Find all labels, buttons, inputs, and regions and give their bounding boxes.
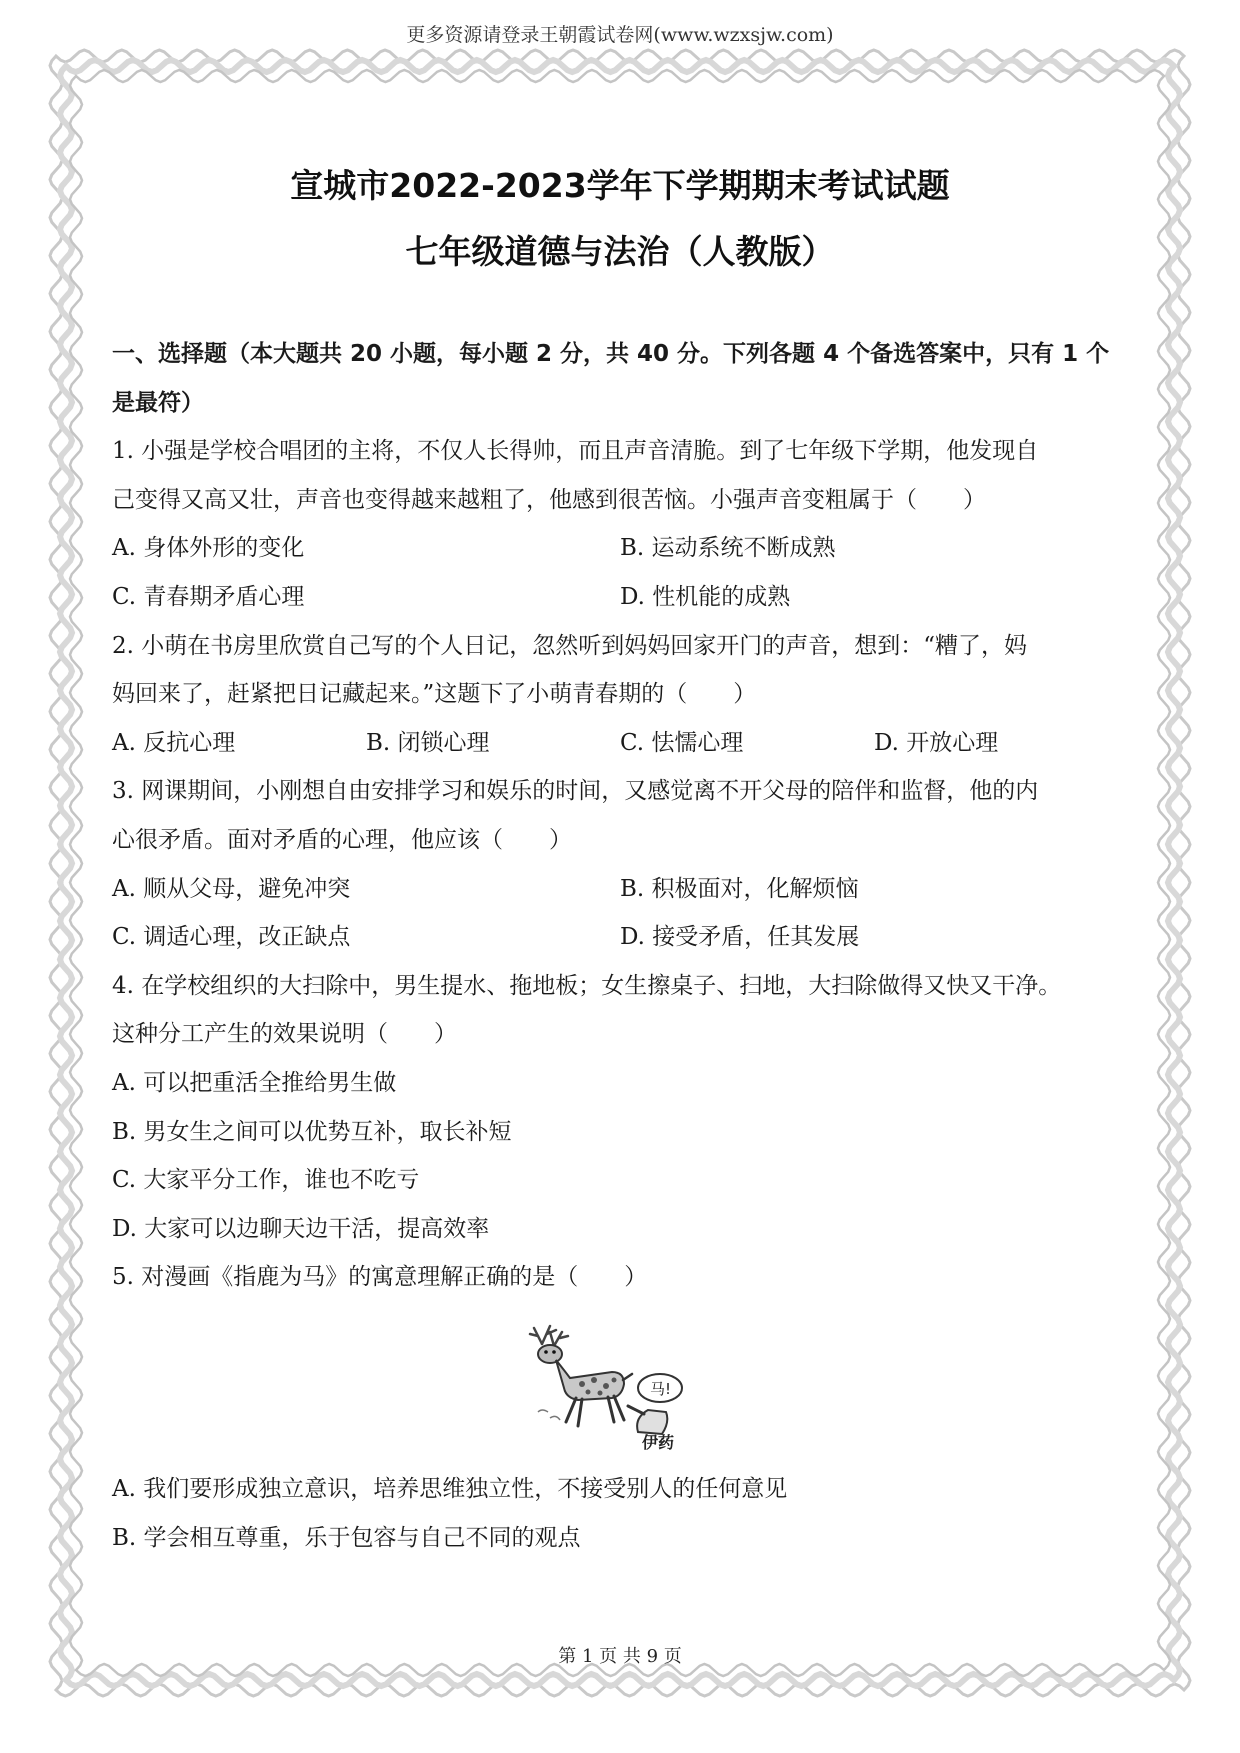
- q5-option-a: A. 我们要形成独立意识，培养思维独立性，不接受别人的任何意见: [112, 1476, 788, 1502]
- deer-horse-cartoon: [520, 1322, 720, 1450]
- question-3-options-row2: [112, 913, 1132, 962]
- q3-option-a: A. 顺从父母，避免冲突: [112, 875, 351, 902]
- question-2-options: [112, 719, 1132, 768]
- question-2-stem: 2. 小萌在书房里欣赏自己写的个人日记，忽然听到妈妈回家开门的声音，想到：“糟了，妈: [112, 632, 1028, 659]
- question-3-stem-cont: 心很矛盾。面对矛盾的心理，他应该（ ）: [112, 826, 572, 853]
- question-1-options-row1: [112, 524, 1132, 573]
- q4-option-a: A. 可以把重活全推给男生做: [112, 1069, 397, 1096]
- question-2-stem-cont: 妈回来了，赶紧把日记藏起来。”这题下了小萌青春期的（ ）: [112, 681, 757, 708]
- q2-option-a: A. 反抗心理: [112, 729, 236, 756]
- q3-option-c: C. 调适心理，改正缺点: [112, 924, 351, 951]
- q4-option-c: C. 大家平分工作，谁也不吃亏: [112, 1167, 420, 1194]
- exam-subtitle: 七年级道德与法治（人教版）: [405, 232, 835, 271]
- q2-option-d: D. 开放心理: [874, 729, 999, 756]
- exam-title: 宣城市2022-2023学年下学期期末考试试题: [290, 166, 950, 205]
- question-1-stem-cont: 己变得又高又壮，声音也变得越来越粗了，他感到很苦恼。小强声音变粗属于（ ）: [112, 486, 986, 513]
- question-1-options-row2: [112, 573, 1132, 622]
- question-5-stem: 5. 对漫画《指鹿为马》的寓意理解正确的是（ ）: [112, 1264, 648, 1291]
- question-4-stem: 4. 在学校组织的大扫除中，男生提水、拖地板；女生擦桌子、扫地，大扫除做得又快又干净。: [112, 972, 1062, 999]
- q4-option-d: D. 大家可以边聊天边干活，提高效率: [112, 1215, 490, 1242]
- question-5-options: [112, 1465, 1132, 1562]
- question-content: [112, 330, 1132, 1302]
- q4-option-b: B. 男女生之间可以优势互补，取长补短: [112, 1118, 512, 1145]
- q3-option-b: B. 积极面对，化解烦恼: [620, 875, 859, 902]
- q5-option-b: B. 学会相互尊重，乐于包容与自己不同的观点: [112, 1524, 581, 1551]
- q3-option-d: D. 接受矛盾，任其发展: [620, 924, 860, 951]
- q2-option-b: B. 闭锁心理: [366, 729, 490, 756]
- section-heading: 一、选择题（本大题共 20 小题，每小题 2 分，共 40 分。下列各题 4 个备选答案中，只有 1 个: [112, 341, 1110, 367]
- page-number: 第 1 页 共 9 页: [558, 1646, 682, 1667]
- question-1-stem: 1. 小强是学校合唱团的主将，不仅人长得帅，而且声音清脆。到了七年级下学期，他发现自: [112, 438, 1039, 465]
- question-4-stem-cont: 这种分工产生的效果说明（ ）: [112, 1021, 457, 1048]
- section-heading-cont: 是最符）: [112, 389, 204, 416]
- cartoon-caption: 伊药: [642, 1433, 675, 1450]
- question-3-stem: 3. 网课期间，小刚想自由安排学习和娱乐的时间，又感觉离不开父母的陪伴和监督，他的内: [112, 778, 1039, 805]
- header-note: 更多资源请登录王朝霞试卷网(www.wzxsjw.com): [406, 24, 834, 46]
- cartoon-speech: 马!: [650, 1380, 672, 1398]
- q1-option-a: A. 身体外形的变化: [112, 535, 305, 562]
- q1-option-b: B. 运动系统不断成熟: [620, 535, 836, 562]
- question-3-options-row1: [112, 865, 1132, 914]
- q1-option-d: D. 性机能的成熟: [620, 583, 791, 610]
- q2-option-c: C. 怯懦心理: [620, 729, 744, 756]
- q1-option-c: C. 青春期矛盾心理: [112, 583, 305, 610]
